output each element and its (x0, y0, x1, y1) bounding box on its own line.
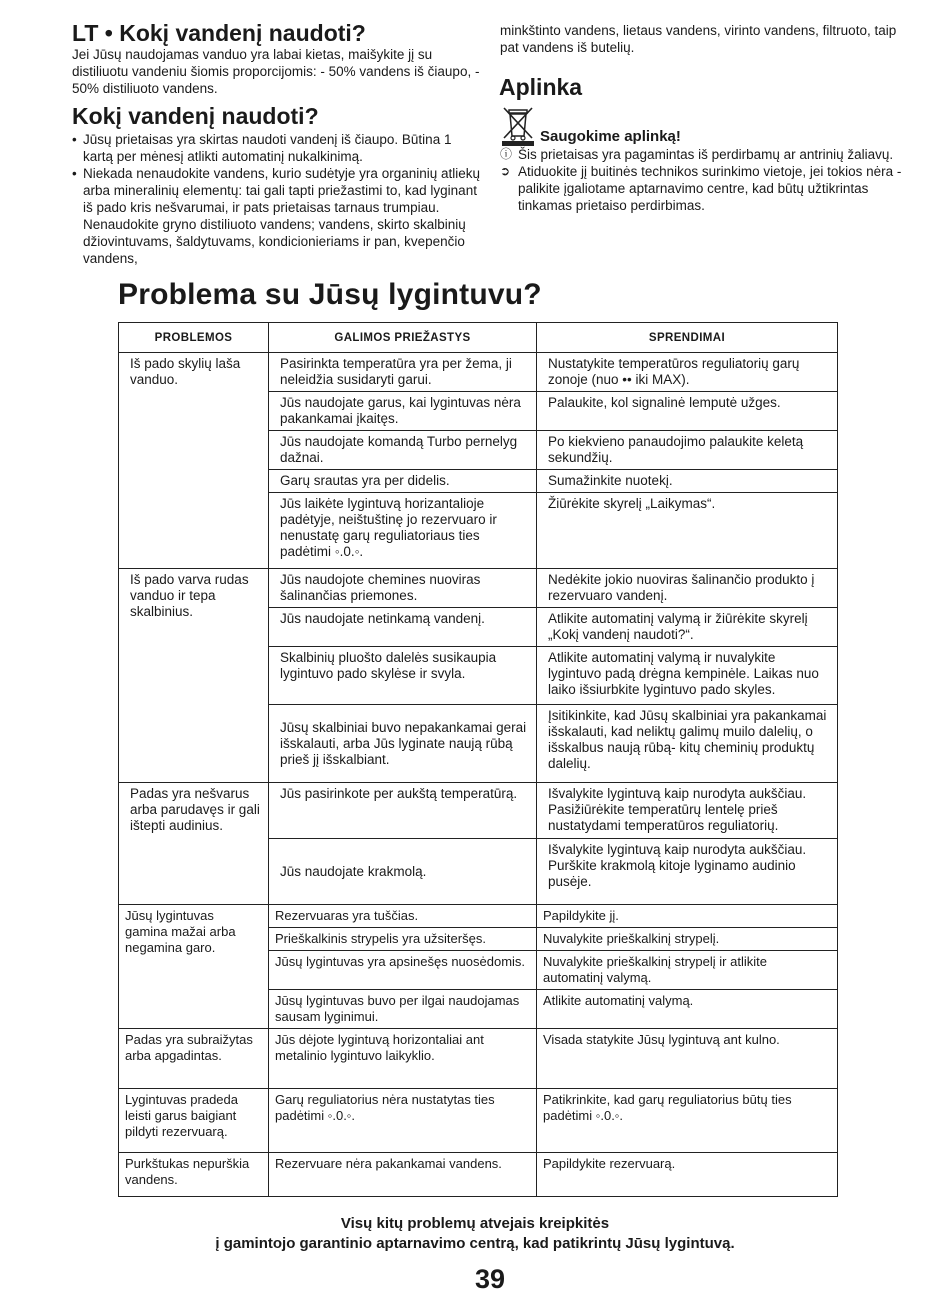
left-column (72, 20, 484, 267)
table-row (119, 905, 838, 928)
eco-header (500, 104, 910, 146)
solution-cell: Sumažinkite nuotekį. (537, 470, 838, 493)
water-bullets (72, 131, 484, 267)
solution-cell: Visada statykite Jūsų lygintuvą ant kulno. (537, 1029, 838, 1089)
cause-cell: Rezervuaras yra tuščias. (269, 905, 537, 928)
service-note-line: į gamintojo garantinio aptarnavimo centrą, kad patikrintų Jūsų lygintuvą. (215, 1235, 735, 1252)
eco-item (500, 146, 910, 163)
cause-cell: Skalbinių pluošto dalelės susikaupia lygintuvo pado skylėse ir svyla. (269, 647, 537, 705)
solution-cell: Išvalykite lygintuvą kaip nurodyta aukščiau. Pasižiūrėkite temperatūrų lentelę prieš nustatydami temperatūros reguliatorių. (537, 783, 838, 839)
table-header-row (119, 323, 838, 353)
problem-cell: Iš pado skylių laša vanduo. (119, 353, 269, 569)
eco-item-text: Šis prietaisas yra pagamintas iš perdirbamų ar antrinių žaliavų. (518, 147, 894, 162)
cause-cell: Prieškalkinis strypelis yra užsiteršęs. (269, 928, 537, 951)
info-icon: ⓘ (500, 147, 513, 161)
header-problems: PROBLEMOS (119, 323, 269, 353)
solution-cell: Įsitikinkite, kad Jūsų skalbiniai yra pakankamai išskalauti, kad neliktų galimų muilo dalelių, o išskalbus naują rūbą- kitų cheminių produktų dalelių. (537, 705, 838, 783)
arrow-icon: ➲ (500, 164, 511, 178)
cause-cell: Jūsų lygintuvas yra apsinešęs nuosėdomis. (269, 951, 537, 990)
table-row (119, 353, 838, 392)
solution-cell: Patikrinkite, kad garų reguliatorius būtų ties padėtimi ◦.0.◦. (537, 1089, 838, 1153)
bullet-item: • Jūsų prietaisas yra skirtas naudoti vandenį iš čiaupo. Būtina 1 kartą per mėnesį atlikti automatinį nukalkinimą. (72, 131, 484, 165)
cause-cell: Jūs pasirinkote per aukštą temperatūrą. (269, 783, 537, 839)
cause-cell: Jūs naudojate komandą Turbo pernelyg dažnai. (269, 431, 537, 470)
cause-cell: Jūs naudojate netinkamą vandenį. (269, 608, 537, 647)
header-causes: GALIMOS PRIEŽASTYS (269, 323, 537, 353)
solution-cell: Po kiekvieno panaudojimo palaukite keletą sekundžių. (537, 431, 838, 470)
cause-cell: Pasirinkta temperatūra yra per žema, ji neleidžia susidaryti garui. (269, 353, 537, 392)
solution-cell: Atlikite automatinį valymą. (537, 990, 838, 1029)
cause-cell: Jūs naudojate garus, kai lygintuvas nėra pakankamai įkaitęs. (269, 392, 537, 431)
solution-cell: Atlikite automatinį valymą ir žiūrėkite skyrelį „Kokį vandenį naudoti?“. (537, 608, 838, 647)
solution-cell: Nedėkite jokio nuoviras šalinančio produkto į rezervuaro vandenį. (537, 569, 838, 608)
problem-cell: Padas yra subraižytas arba apgadintas. (119, 1029, 269, 1089)
continuation-paragraph: minkštinto vandens, lietaus vandens, virinto vandens, filtruoto, taip pat vandens iš butelių. (500, 23, 897, 55)
table-row (119, 1089, 838, 1153)
cause-cell: Jūs naudojate krakmolą. (269, 839, 537, 905)
page-number: 39 (474, 1264, 506, 1294)
table-row (119, 1029, 838, 1089)
problem-cell: Purkštukas nepurškia vandens. (119, 1153, 269, 1197)
troubleshooting-title: Problema su Jūsų lygintuvu? (118, 278, 542, 311)
cause-cell: Jūs naudojote chemines nuoviras šalinančias priemones. (269, 569, 537, 608)
right-column (500, 22, 910, 214)
table-row (119, 783, 838, 839)
section-heading-water: LT • Kokį vandenį naudoti? (72, 20, 366, 46)
troubleshooting-table (118, 322, 838, 1197)
cause-cell: Jūs laikėte lygintuvą horizantalioje padėtyje, neištuštinę jo rezervuaro ir nenustatę garų reguliatoriaus ties padėtimi ◦.0.◦. (269, 493, 537, 569)
cause-cell: Garų reguliatorius nėra nustatytas ties padėtimi ◦.0.◦. (269, 1089, 537, 1153)
header-solutions: SPRENDIMAI (537, 323, 838, 353)
problem-cell: Jūsų lygintuvas gamina mažai arba negamina garo. (119, 905, 269, 1029)
problem-cell: Iš pado varva rudas vanduo ir tepa skalbinius. (119, 569, 269, 783)
eco-title: Saugokime aplinką! (540, 128, 681, 145)
intro-paragraph: Jei Jūsų naudojamas vanduo yra labai kietas, maišykite jį su distiliuotu vandeniu šiomis proporcijomis: - 50% vandens iš čiaupo, - 50% distiliuoto vandens. (72, 47, 480, 96)
solution-cell: Išvalykite lygintuvą kaip nurodyta aukščiau. Purškite krakmolą kitoje lyginamo audinio pusėje. (537, 839, 838, 905)
solution-cell: Palaukite, kol signalinė lemputė užges. (537, 392, 838, 431)
service-note-line: Visų kitų problemų atvejais kreipkitės (340, 1215, 610, 1232)
cause-cell: Jūsų skalbiniai buvo nepakankamai gerai išskalauti, arba Jūs lyginate naują rūbą prieš jį išskalbiant. (269, 705, 537, 783)
solution-cell: Papildykite jį. (537, 905, 838, 928)
section-heading-water-2: Kokį vandenį naudoti? (72, 103, 319, 129)
cause-cell: Jūsų lygintuvas buvo per ilgai naudojamas sausam lyginimui. (269, 990, 537, 1029)
table-row (119, 569, 838, 608)
cause-cell: Jūs dėjote lygintuvą horizontaliai ant metalinio lygintuvo laikyklio. (269, 1029, 537, 1089)
section-heading-environment: Aplinka (499, 74, 583, 100)
service-note (0, 1214, 950, 1254)
cause-cell: Garų srautas yra per didelis. (269, 470, 537, 493)
problem-cell: Lygintuvas pradeda leisti garus baigiant pildyti rezervuarą. (119, 1089, 269, 1153)
solution-cell: Atlikite automatinį valymą ir nuvalykite lygintuvo padą drėgna kempinėle. Laikas nuo laiko išsiurbkite lygintuvo pado skyles. (537, 647, 838, 705)
eco-item-text: Atiduokite jį buitinės technikos surinkimo vietoje, jei tokios nėra - palikite įgaliotame aptarnavimo centre, kad būtų užtikrintas tinkamas prietaiso perdirbimas. (518, 164, 902, 213)
solution-cell: Nustatykite temperatūros reguliatorių garų zonoje (nuo •• iki MAX). (537, 353, 838, 392)
crossed-bin-icon (500, 104, 536, 146)
solution-cell: Nuvalykite prieškalkinį strypelį ir atlikite automatinį valymą. (537, 951, 838, 990)
cause-cell: Rezervuare nėra pakankamai vandens. (269, 1153, 537, 1197)
solution-cell: Žiūrėkite skyrelį „Laikymas“. (537, 493, 838, 569)
solution-cell: Nuvalykite prieškalkinį strypelį. (537, 928, 838, 951)
solution-cell: Papildykite rezervuarą. (537, 1153, 838, 1197)
problem-cell: Padas yra nešvarus arba parudavęs ir gali ištepti audinius. (119, 783, 269, 905)
table-row (119, 1153, 838, 1197)
bullet-item: • Niekada nenaudokite vandens, kurio sudėtyje yra organinių atliekų arba mineralinių elementų: tai gali tapti priežastimi to, kad lyginant iš pado kris nešvarumai, ir pats prietaisas tarnaus trumpiau. Nenaudokite gryno distiliuoto vandens; vandens, skirto skalbinių džiovintuvams, šaldytuvams, kondicionieriams ir pan, kvepenčio vandens, (72, 165, 484, 267)
eco-item (500, 163, 910, 214)
